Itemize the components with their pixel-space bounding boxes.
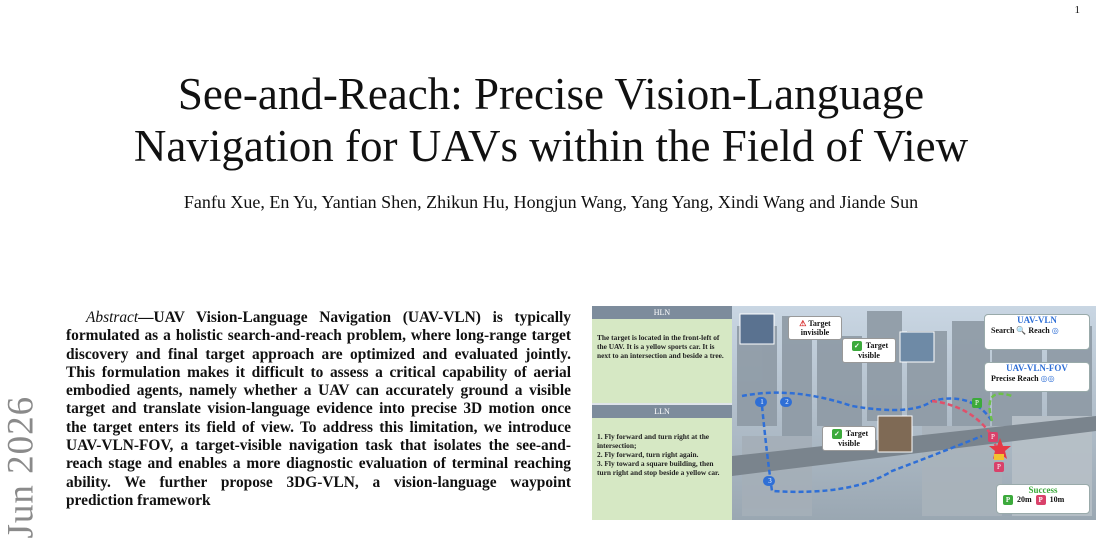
lln-step-2: 2. Fly forward, turn right again. [597,450,699,459]
legend-uav-vln [984,314,1090,350]
legend-search: Search [991,326,1015,335]
legend-vln-title: UAV-VLN [1017,315,1057,325]
waypoint-2: 2 [782,397,792,407]
view-thumbnail-2 [900,332,934,362]
legend-reach: Reach [1028,326,1050,335]
target-icon: ◎ [1051,326,1059,335]
abstract [66,309,571,510]
success-box [996,484,1090,514]
abstract-body: —UAV Vision-Language Navigation (UAV-VLN) is typically formulated as a holistic search-and-reach problem, where long-range target discovery and final target approach are optimized and evaluated jointly. This formulation makes it difficult to assess a critical capability of aerial embodied agents, namely whether a UAV can accurately ground a visible target and translate vision-language evidence into precise 3D motion once the target enters its field of view. To address this limitation, we introduce UAV-VLN-FOV, a target-visible navigation task that isolates the see-and-reach stage and enables a more diagnostic evaluation of terminal reaching ability. We further propose 3DG-VLN, a vision-language waypoint prediction framework [66,309,571,509]
p-marker-red-scene-icon-2: P [994,462,1004,472]
search-icon: 🔍 [1016,326,1027,335]
title-line-2: Navigation for UAVs within the Field of View [133,121,969,171]
yellow-car-icon [994,454,1004,460]
tag-target-invisible [788,316,842,340]
lln-step-1: 1. Fly forward and turn right at the intersection; [597,432,710,450]
lln-panel [592,418,732,520]
p-marker-red-scene-icon-1: P [988,432,998,442]
success-p2: 10m [1049,495,1065,504]
success-title: Success [1028,485,1058,495]
legend-uav-vln-fov [984,362,1090,392]
tag-visible-2-text: Target visible [838,429,869,448]
check-icon: ✓ [852,341,862,351]
p-marker-green-scene-icon: P [972,398,982,408]
p-marker-green-icon: P [1003,495,1013,505]
arxiv-stamp-text: Jun 2026 [0,395,42,539]
hln-panel: The target is located in the front-left of the UAV. It is a yellow sports car. It is next to an intersection and beside a tree. [592,319,732,403]
lln-header: LLN [592,405,732,418]
target-icon: ◎◎ [1040,374,1055,383]
tag-target-visible-2 [822,426,876,451]
teaser-figure [592,306,1096,520]
abstract-lead: Abstract [86,309,139,326]
author-list: Fanfu Xue, En Yu, Yantian Shen, Zhikun Hu, Hongjun Wang, Yang Yang, Xindi Wang and Jiande Sun [183,192,919,212]
view-thumbnail-3 [878,416,912,452]
arxiv-stamp [2,392,42,542]
check-icon: ✓ [832,429,842,439]
tag-visible-1-text: Target visible [858,341,889,360]
view-thumbnail-1 [740,314,774,344]
waypoint-3: 3 [765,476,775,486]
legend-precise: Precise Reach [991,374,1039,383]
lln-step-3: 3. Fly toward a square building, then turn right and stop beside a yellow car. [597,459,720,477]
tag-target-visible-1 [842,338,896,363]
paper-title [60,68,1042,172]
success-p1: 20m [1017,495,1032,504]
warning-icon: ⚠ [799,319,807,328]
title-line-1: See-and-Reach: Precise Vision-Language [177,69,925,119]
hln-header: HLN [592,306,732,319]
legend-fov-title: UAV-VLN-FOV [1006,363,1068,373]
tag-invisible-text: Target invisible [800,319,831,337]
p-marker-red-icon: P [1036,495,1046,505]
waypoint-1: 1 [757,397,767,407]
page-number: 1 [1074,4,1080,16]
